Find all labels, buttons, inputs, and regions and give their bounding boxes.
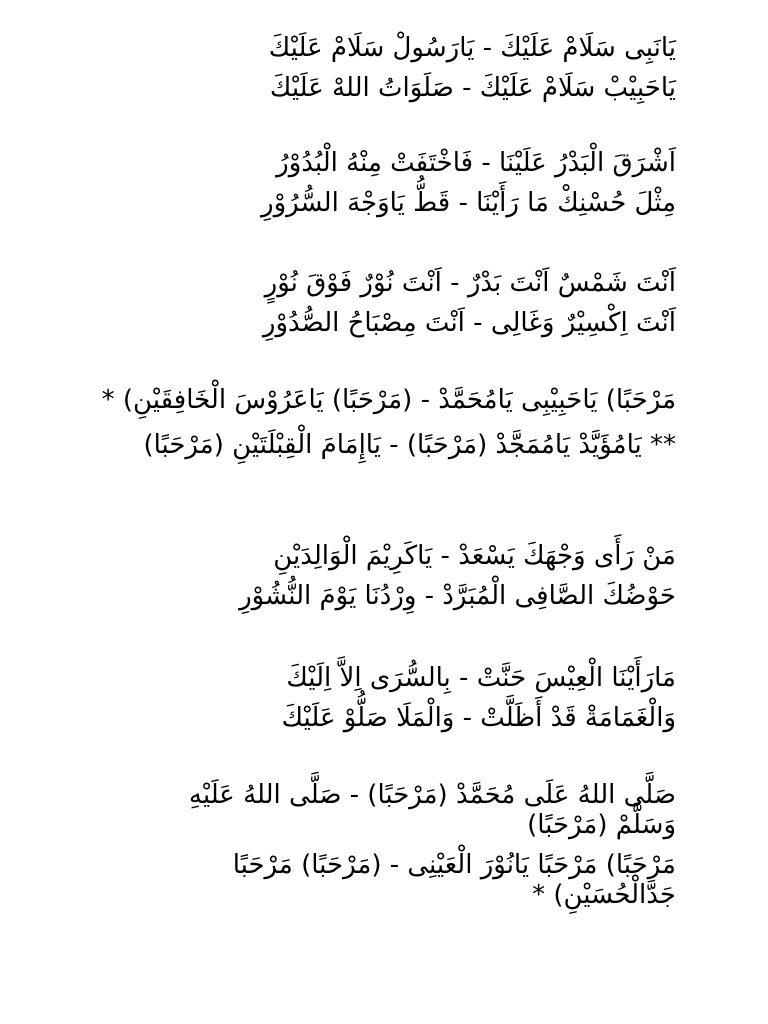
verse-line: يَانَبِى سَلَامْ عَلَيْكَ - يَارَسُولْ سَلَامْ عَلَيْكَ (268, 33, 676, 63)
verse-line: صَلَّى اللهُ عَلَى مُحَمَّدْ (مَرْحَبًا) - صَلَّى اللهُ عَلَيْهِ وَسَلَّمْ (مَرْحَبًا) (188, 780, 676, 840)
verse-line: مَرْحَبًا) مَرْحَبًا يَانُوْرَ الْعَيْنِى - (مَرْحَبًا) مَرْحَبًا جَدَّالْحُسَيْنِ) * (232, 850, 676, 910)
verse-line: اَنْتَ اِكْسِيْرٌ وَغَالِى - اَنْتَ مِصْبَاحُ الصُّدُوْرِ (262, 308, 676, 338)
stanza-5 (96, 536, 676, 616)
verse-line: مَنْ رَأَى وَجْهَكَ يَسْعَدْ - يَاكَرِيْمَ الْوَالِدَيْنِ (273, 541, 676, 571)
stanza-3 (96, 263, 676, 343)
stanza-7 (136, 780, 676, 920)
verse-line: اَشْرَقَ الْبَدْرُ عَلَيْنَا - فَاخْتَفَتْ مِنْهُ الْبُدُوْرُ (276, 148, 676, 178)
verse-line: اَنْتَ شَمْسٌ اَنْتَ بَدْرٌ - اَنْتَ نُوْرٌ فَوْقَ نُوْرٍ (264, 268, 676, 298)
verse-line: مِثْلَ حُسْنِكْ مَا رَأَيْنَا - قَطُّ يَاوَجْهَ السُّرُوْرِ (261, 188, 676, 218)
verse-line: مَرْحَبًا) يَاحَبِيْبِى يَامُحَمَّدْ - (مَرْحَبًا) يَاعَرُوْسَ الْخَافِقَيْنِ) * (101, 385, 676, 415)
verse-line: يَاحَبِيْبْ سَلَامْ عَلَيْكَ - صَلَوَاتُ اللهْ عَلَيْكَ (269, 73, 676, 103)
stanza-1 (96, 28, 676, 108)
stanza-6 (96, 658, 676, 738)
verse-line: مَارَأَيْنَا الْعِيْسَ حَنَّتْ - بِالسُّرَى اِلاَّ اِلَيْكَ (286, 663, 676, 693)
stanza-4 (96, 385, 676, 465)
verse-line: حَوْضُكَ الصَّافِى الْمُبَرَّدْ - وِرْدُنَا يَوْمَ النُّشُوْرِ (239, 581, 676, 611)
verse-line: ** يَامُؤَيَّدْ يَامُمَجَّدْ (مَرْحَبًا) - يَاإِمَامَ الْقِبْلَتَيْنِ (مَرْحَبًا) (143, 430, 676, 460)
stanza-2 (96, 143, 676, 223)
verse-line: وَالْغَمَامَةْ قَدْ أَظَلَّتْ - وَالْمَلَا صَلُّوْ عَلَيْكَ (281, 703, 676, 733)
